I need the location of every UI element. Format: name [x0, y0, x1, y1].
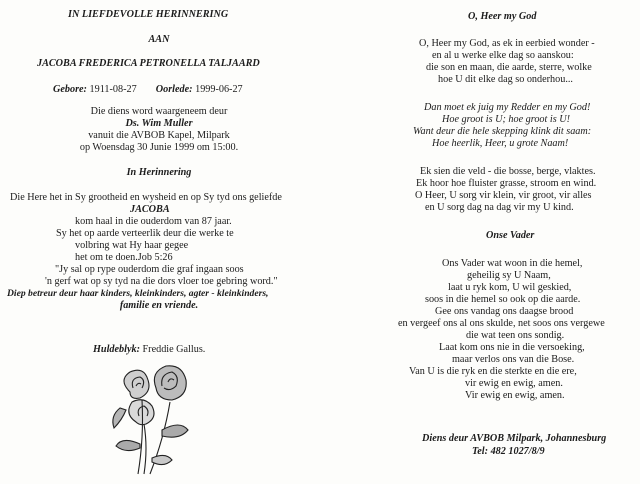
- tribute-name: Freddie Gallus.: [142, 344, 206, 355]
- hymn1-line-1: O, Heer my God, as ek in eerbied wonder -: [419, 38, 595, 49]
- hymn1-line-4: hoe U dit elke dag so onderhou...: [438, 74, 573, 85]
- memory-line-9: Diep betreur deur haar kinders, kleinkinders, agter - kleinkinders,: [7, 288, 269, 299]
- prayer-line-2: geheilig sy U Naam,: [467, 270, 551, 281]
- hymn2-line-4: Hoe heerlik, Heer, u grote Naam!: [432, 138, 569, 149]
- rose-illustration: [100, 358, 196, 476]
- prayer-line-9: maar verlos ons van die Bose.: [452, 354, 575, 365]
- memory-line-7: "Jy sal op rype ouderdom die graf ingaan soos: [55, 264, 244, 275]
- prayer-line-10: Van U is die ryk en die sterkte en die ere,: [409, 366, 577, 377]
- service-line-3: vanuit die AVBOB Kapel, Milpark: [88, 130, 230, 141]
- born-label: Gebore:: [53, 84, 87, 95]
- hymn3-line-2: Ek hoor hoe fluister grasse, stroom en wind.: [416, 178, 597, 189]
- hymn1-line-2: en al u werke elke dag so aanskou:: [432, 50, 574, 61]
- service-line-1: Die diens word waargeneem deur: [90, 106, 228, 117]
- prayer-line-8: Laat kom ons nie in die versoeking,: [439, 342, 585, 353]
- tribute-label: Huldeblyk:: [93, 344, 140, 355]
- hymn2-line-3: Want deur die hele skepping klink dit saam:: [413, 126, 592, 137]
- dates-line: [53, 84, 243, 96]
- hymn-title: O, Heer my God: [468, 11, 537, 22]
- memory-line-8: 'n gerf wat op sy tyd na die dors vloer toe gebring word.": [45, 276, 278, 287]
- prayer-line-7: die wat teen ons sondig.: [466, 330, 565, 341]
- prayer-line-6: en vergeef ons al ons skulde, net soos ons vergewe: [398, 318, 605, 329]
- memory-line-5: volbring wat Hy haar gegee: [75, 240, 189, 251]
- hymn3-line-4: en U sorg dag na dag vir my U kind.: [425, 202, 574, 213]
- hymn1-line-3: die son en maan, die aarde, sterre, wolke: [426, 62, 592, 73]
- tribute-line: [93, 344, 205, 356]
- prayer-line-12: Vir ewig en ewig, amen.: [465, 390, 565, 401]
- prayer-line-5: Gee ons vandag ons daagse brood: [435, 306, 574, 317]
- memory-line-4: Sy het op aarde verteerlik deur die werke te: [56, 228, 234, 239]
- hymn2-line-2: Hoe groot is U; hoe groot is U!: [442, 114, 570, 125]
- aan-label: AAN: [148, 34, 170, 45]
- born-date: 1911-08-27: [89, 84, 137, 95]
- hymn2-line-1: Dan moet ek juig my Redder en my God!: [424, 102, 591, 113]
- hymn3-line-3: O Heer, U sorg vir klein, vir groot, vir alles: [415, 190, 592, 201]
- service-line-4: op Woensdag 30 Junie 1999 om 15:00.: [79, 142, 239, 153]
- died-label: Oorlede:: [155, 84, 193, 95]
- memory-line-3: kom haal in die ouderdom van 87 jaar.: [75, 216, 232, 227]
- minister-name: Ds. Wim Muller: [125, 118, 193, 129]
- memory-line-1: Die Here het in Sy grootheid en wysheid en op Sy tyd ons geliefde: [10, 192, 282, 203]
- prayer-line-11: vir ewig en ewig, amen.: [465, 378, 563, 389]
- memory-line-2: JACOBA: [130, 204, 170, 215]
- prayer-title: Onse Vader: [486, 230, 535, 241]
- prayer-line-1: Ons Vader wat woon in die hemel,: [442, 258, 583, 269]
- prayer-line-4: soos in die hemel so ook op die aarde.: [425, 294, 581, 305]
- section-heading-herinnering: In Herinnering: [126, 167, 192, 178]
- deceased-name: JACOBA FREDERICA PETRONELLA TALJAARD: [37, 58, 260, 69]
- died-date: 1999-06-27: [195, 84, 243, 95]
- memory-line-6: het om te doen.Job 5:26: [75, 252, 173, 263]
- footer-funeral-home: Diens deur AVBOB Milpark, Johannesburg: [422, 433, 607, 444]
- hymn3-line-1: Ek sien die veld - die bosse, berge, vlaktes.: [420, 166, 596, 177]
- memory-line-10: familie en vriende.: [119, 300, 199, 311]
- prayer-line-3: laat u ryk kom, U wil geskied,: [448, 282, 572, 293]
- footer-telephone: Tel: 482 1027/8/9: [472, 446, 545, 457]
- memorial-heading: IN LIEFDEVOLLE HERINNERING: [68, 9, 229, 20]
